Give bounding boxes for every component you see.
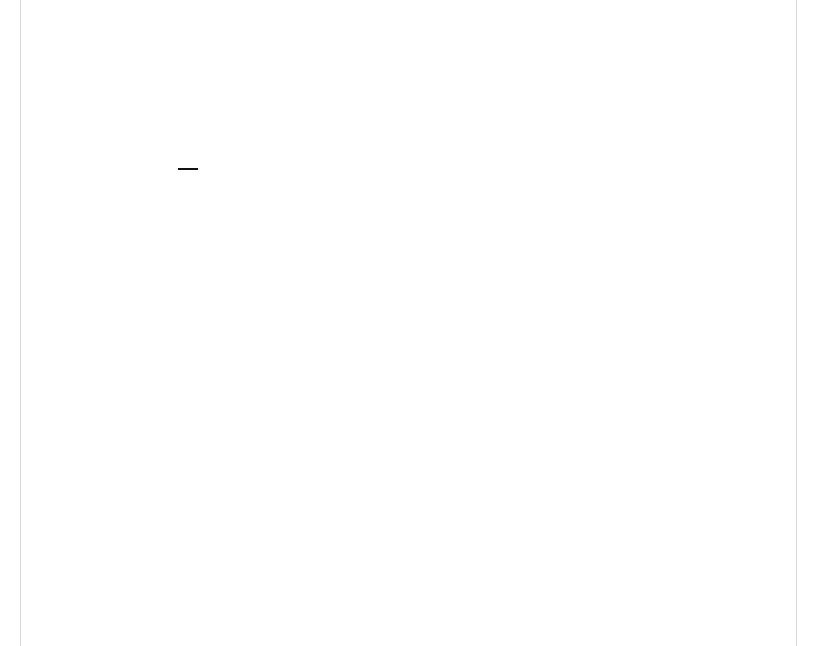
page-edge-left	[20, 0, 21, 646]
watermark-right	[804, 0, 814, 646]
time-signature-bar	[178, 168, 198, 170]
time-signature	[179, 150, 199, 152]
page-edge-right	[796, 0, 797, 646]
watermark-left	[4, 0, 14, 646]
